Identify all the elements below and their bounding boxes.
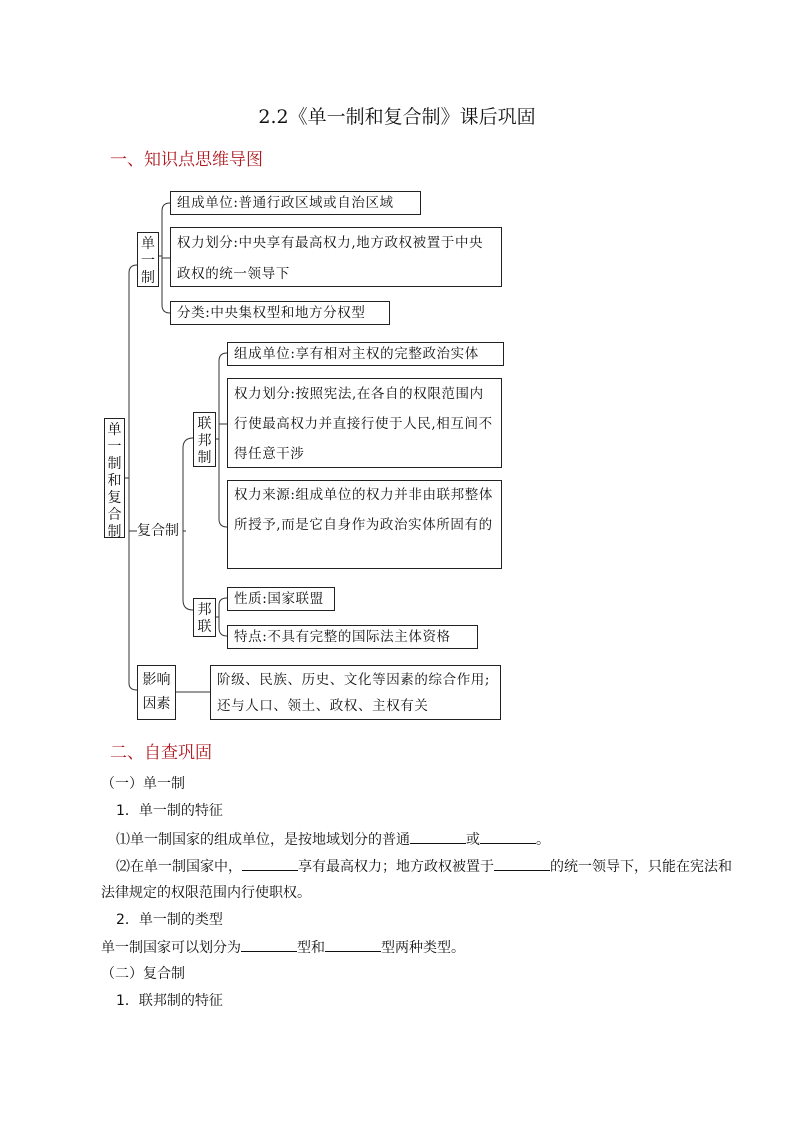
- mindmap-factors-label: 影响 因素: [137, 665, 176, 720]
- item-unitary-features: 1．单一制的特征: [116, 803, 223, 819]
- subheading-compound: （二）复合制: [101, 966, 185, 982]
- section-heading-mindmap: 一、知识点思维导图: [110, 150, 263, 170]
- confed-feature-box: 特点:不具有完整的国际法主体资格: [227, 625, 478, 649]
- blank-1[interactable]: [410, 829, 466, 844]
- question-1: ⑴单一制国家的组成单位，是按地域划分的普通 或 。: [116, 829, 550, 850]
- subheading-unitary: （一）单一制: [101, 776, 185, 792]
- federal-power-box: 权力划分:按照宪法,在各自的权限范围内行使最高权力并直接行使于人民,相互间不得任意干涉: [227, 378, 502, 468]
- mindmap-confed-label: 邦 联: [193, 598, 216, 637]
- question-2: ⑵在单一制国家中， 享有最高权力；地方政权被置于 的统一领导下，只能在宪法和: [116, 856, 732, 877]
- mindmap-unitary-label: 单 一 制: [137, 232, 159, 287]
- federal-source-box: 权力来源:组成单位的权力并非由联邦整体所授予,而是它自身作为政治实体所固有的: [227, 480, 502, 569]
- confed-nature-box: 性质:国家联盟: [227, 587, 335, 611]
- unitary-composition-box: 组成单位:普通行政区域或自治区域: [170, 191, 421, 215]
- blank-5[interactable]: [241, 937, 297, 952]
- mindmap-compound-label: 复合制: [137, 523, 179, 539]
- blank-4[interactable]: [494, 856, 550, 871]
- unitary-power-box: 权力划分:中央享有最高权力,地方政权被置于中央政权的统一领导下: [170, 227, 502, 287]
- question-2-cont: 法律规定的权限范围内行使职权。: [101, 885, 311, 901]
- federal-composition-box: 组成单位:享有相对主权的完整政治实体: [227, 342, 504, 366]
- mindmap-root: 单 一 制 和 复 合 制: [104, 418, 125, 538]
- mindmap-federal-label: 联 邦 制: [193, 412, 216, 467]
- question-3: 单一制国家可以划分为 型和 型两种类型。: [101, 937, 465, 958]
- item-unitary-types: 2．单一制的类型: [116, 912, 223, 928]
- section-heading-selfcheck: 二、自查巩固: [110, 743, 212, 763]
- unitary-types-box: 分类:中央集权型和地方分权型: [170, 301, 390, 325]
- item-federal-features: 1．联邦制的特征: [116, 993, 223, 1009]
- factors-box: 阶级、民族、历史、文化等因素的综合作用;还与人口、领土、政权、主权有关: [210, 665, 501, 720]
- blank-3[interactable]: [242, 856, 298, 871]
- blank-6[interactable]: [325, 937, 381, 952]
- blank-2[interactable]: [480, 829, 536, 844]
- page-title: 2.2《单一制和复合制》课后巩固: [258, 106, 536, 128]
